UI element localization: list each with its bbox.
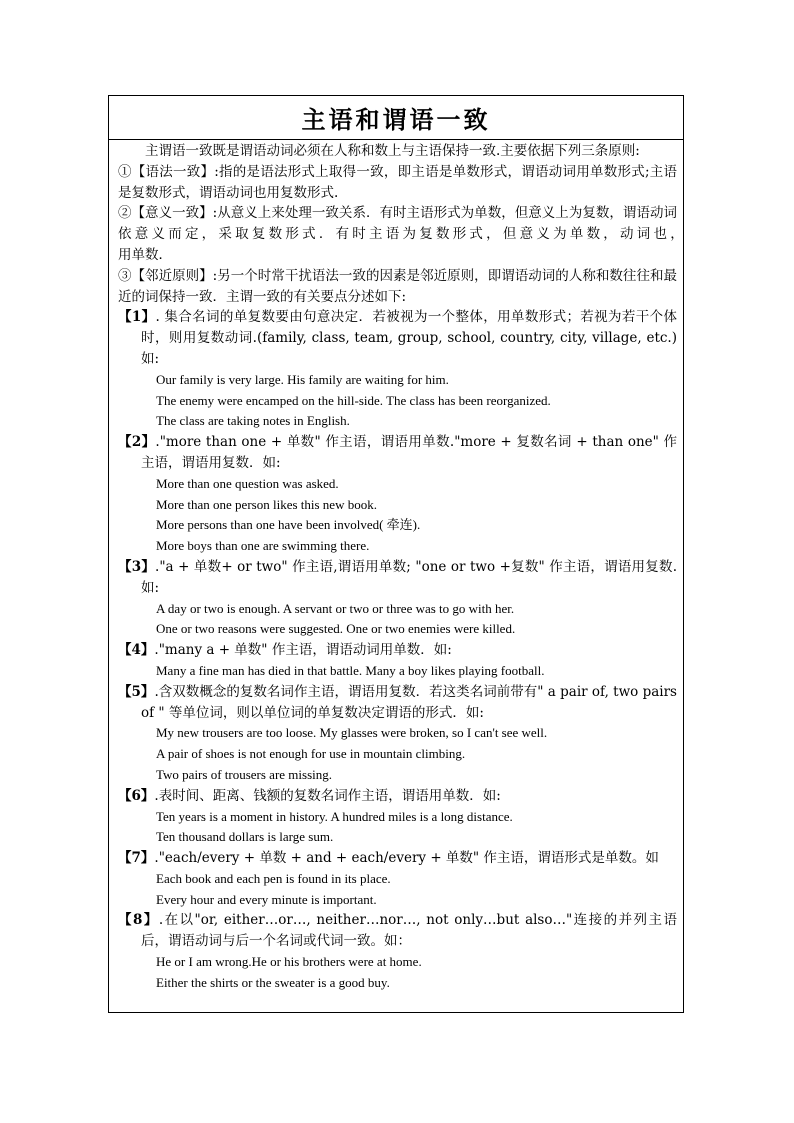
rule-number: 【4】: [118, 642, 155, 659]
rule-text: ."each/every + 单数 + and + each/every + 单数" 作主语，谓语形式是单数。如: [154, 850, 659, 867]
example-sentence: Many a fine man has died in that battle. Many a boy likes playing football.: [156, 662, 545, 678]
rule-text: ."more than one + 单数" 作主语，谓语用单数."more + 复数名词 + than one" 作主语，谓语用复数．如:: [141, 434, 677, 471]
rule-number: 【6】: [118, 787, 155, 804]
rule-section: [118, 557, 677, 640]
rule-section: [118, 786, 677, 848]
rule-number: 【8】: [118, 912, 159, 929]
principle-meaning: ②【意义一致】:从意义上来处理一致关系．有时主语形式为单数，但意义上为复数，谓语动词依意义而定，采取复数形式．有时主语为复数形式，但意义为单数，动词也， 用单数．: [118, 205, 772, 263]
example-sentence: Ten thousand dollars is large sum.: [156, 829, 334, 845]
rule-sections: [118, 307, 677, 993]
rule-heading: [118, 910, 677, 952]
rule-heading: [118, 557, 677, 599]
intro-paragraph: 主谓语一致既是谓语动词必须在人称和数上与主语保持一致.主要依据下列三条原则:: [145, 143, 640, 159]
rule-section: [118, 682, 677, 786]
rule-text: .在以"or, either…or…, neither…nor…, not only…but also…"连接的并列主语后，谓语动词与后一个名词或代词一致。如：: [141, 912, 677, 950]
rule-section: [118, 640, 677, 682]
rule-heading: [118, 786, 677, 807]
rule-section: [118, 910, 677, 993]
document-body: [109, 140, 772, 994]
example-sentence: Two pairs of trousers are missing.: [156, 766, 333, 782]
rule-number: 【5】: [118, 683, 155, 700]
rule-section: [118, 432, 677, 557]
title-row: [109, 96, 683, 140]
rule-heading: [118, 682, 677, 724]
rule-number: 【3】: [118, 558, 156, 575]
rule-text: ."many a + 单数" 作主语，谓语动词用单数．如:: [154, 642, 452, 659]
rule-section: [118, 307, 677, 432]
example-sentence: The class are taking notes in English.: [156, 413, 350, 429]
document-frame: [108, 95, 772, 1013]
rule-number: 【2】: [118, 434, 156, 451]
principle-grammar: ①【语法一致】:指的是语法形式上取得一致，即主语是单数形式，谓语动词用单数形式;主语是复数形式，谓语动词也用复数形式.: [118, 163, 677, 201]
example-sentence: A pair of shoes is not enough for use in mountain climbing.: [156, 746, 466, 762]
example-sentence: Either the shirts or the sweater is a good buy.: [156, 974, 390, 990]
example-sentence: Ten years is a moment in history. A hundred miles is a long distance.: [156, 808, 513, 824]
principle-proximity: ③【邻近原则】:另一个时常干扰语法一致的因素是邻近原则，即谓语动词的人称和数往往和最近的词保持一致．主谓一致的有关要点分述如下:: [118, 267, 677, 305]
rule-text: . 集合名词的单复数要由句意决定．若被视为一个整体，用单数形式；若视为若干个体时，则用复数动词.(family, class, team, group, school, country, city, village, etc.)如:: [141, 309, 677, 367]
rule-heading: [118, 432, 677, 474]
page-title: 主语和谓语一致: [301, 105, 491, 134]
rule-heading: [118, 848, 677, 869]
example-sentence: A day or two is enough. A servant or two or three was to go with her.: [156, 600, 515, 616]
example-sentence: He or I am wrong.He or his brothers were at home.: [156, 954, 422, 970]
rule-text: ."a + 单数+ or two" 作主语,谓语用单数; "one or two +复数" 作主语，谓语用复数.如:: [141, 558, 677, 596]
rule-number: 【1】: [118, 309, 156, 326]
rule-number: 【7】: [118, 850, 155, 867]
rule-section: [118, 848, 677, 910]
example-sentence: More boys than one are swimming there.: [156, 538, 370, 554]
rule-text: .含双数概念的复数名词作主语，谓语用复数．若这类名词前带有" a pair of, two pairs of " 等单位词，则以单位词的单复数决定谓语的形式．如:: [141, 683, 677, 721]
example-sentence: Every hour and every minute is important.: [156, 891, 377, 907]
example-sentence: My new trousers are too loose. My glasses were broken, so I can't see well.: [156, 725, 548, 741]
example-sentence: Each book and each pen is found in its place.: [156, 870, 391, 886]
example-sentence: More persons than one have been involved( 牵连).: [156, 517, 421, 533]
example-sentence: More than one person likes this new book.: [156, 496, 377, 512]
example-sentence: The enemy were encamped on the hill-side. The class has been reorganized.: [156, 392, 551, 408]
rule-heading: [118, 307, 677, 369]
rule-text: .表时间、距离、钱额的复数名词作主语，谓语用单数．如:: [154, 787, 501, 804]
example-sentence: More than one question was asked.: [156, 475, 339, 491]
rule-heading: [118, 640, 677, 661]
example-sentence: One or two reasons were suggested. One or two enemies were killed.: [156, 621, 516, 637]
example-sentence: Our family is very large. His family are waiting for him.: [156, 371, 449, 387]
